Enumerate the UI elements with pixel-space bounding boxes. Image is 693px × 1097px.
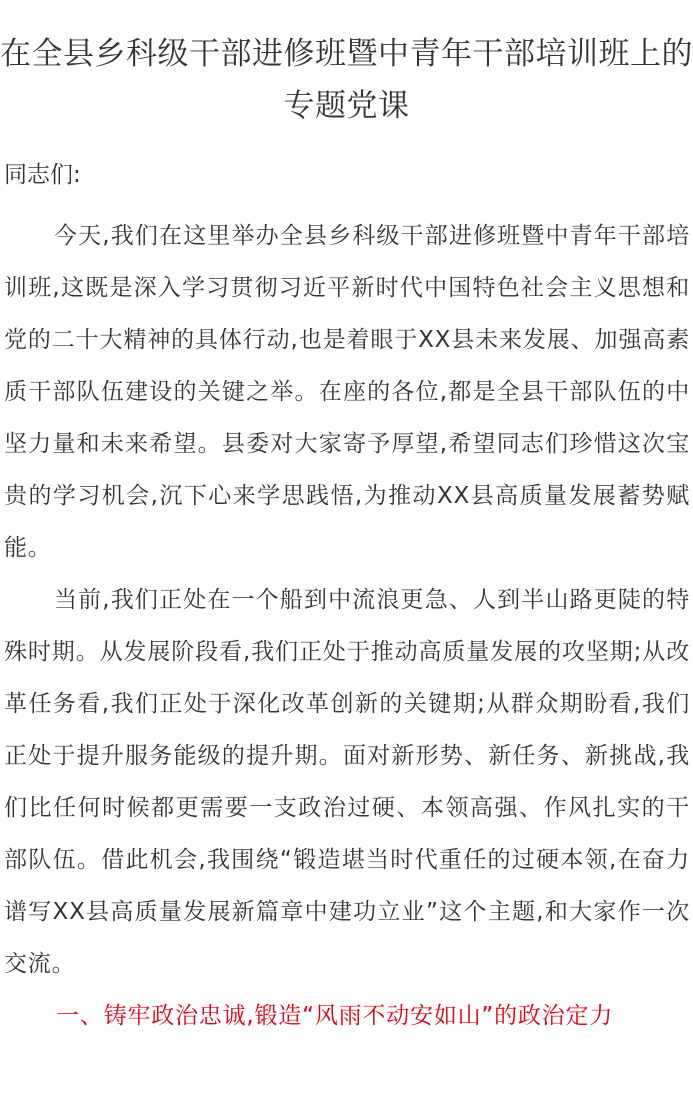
paragraph-1: 今天,我们在这里举办全县乡科级干部进修班暨中青年干部培训班,这既是深入学习贯彻习近平新时代中国特色社会主义思想和党的二十大精神的具体行动,也是着眼于XX县未来发展、加强高素质干部队伍建设的关键之举。在座的各位,都是全县干部队伍的中坚力量和未来希望。县委对大家寄予厚望,希望同志们珍惜这次宝贵的学习机会,沉下心来学思践悟,为推动XX县高质量发展蓄势赋能。 xyxy=(4,223,690,561)
document-title: 在全县乡科级干部进修班暨中青年干部培训班上的专题党课 xyxy=(0,36,693,124)
paragraph-2: 当前,我们正处在一个船到中流浪更急、人到半山路更陡的特殊时期。从发展阶段看,我们正处于推动高质量发展的攻坚期;从改革任务看,我们正处于深化改革创新的关键期;从群众期盼看,我们正处于提升服务能级的提升期。面对新形势、新任务、新挑战,我们比任何时候都更需要一支政治过硬、本领高强、作风扎实的干部队伍。借此机会,我围绕“锻造堪当时代重任的过硬本领,在奋力谱写XX县高质量发展新篇章中建功立业”这个主题,和大家作一次交流。 xyxy=(4,587,690,977)
section-heading: 一、铸牢政治忠诚,锻造“风雨不动安如山”的政治定力 xyxy=(56,1003,614,1029)
salutation: 同志们: xyxy=(4,162,81,188)
